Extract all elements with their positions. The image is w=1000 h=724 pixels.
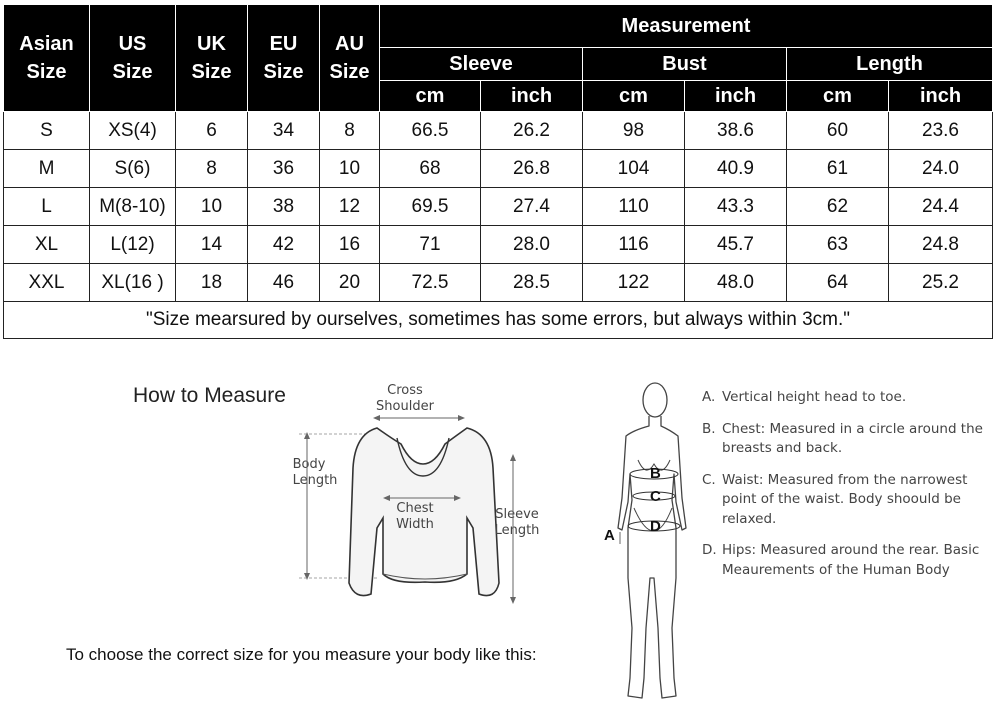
header-unit: cm — [787, 81, 889, 112]
table-cell: 26.2 — [481, 112, 583, 150]
table-cell: 61 — [787, 150, 889, 188]
table-cell: S(6) — [90, 150, 176, 188]
table-row — [4, 226, 993, 264]
table-cell: 71 — [380, 226, 481, 264]
note-label: A. — [702, 389, 716, 405]
table-cell: 104 — [583, 150, 685, 188]
table-row — [4, 188, 993, 226]
note-text: Vertical height head to toe. — [722, 389, 907, 405]
note-label: B. — [702, 420, 716, 437]
header-uk-size: UK Size — [176, 5, 248, 112]
table-cell: 110 — [583, 188, 685, 226]
table-cell: 60 — [787, 112, 889, 150]
table-cell: 24.0 — [889, 150, 993, 188]
header-unit: inch — [481, 81, 583, 112]
table-row — [4, 150, 993, 188]
header-eu-size: EU Size — [248, 5, 320, 112]
header-au-size: AU Size — [320, 5, 380, 112]
table-cell: 40.9 — [685, 150, 787, 188]
note-label: D. — [702, 542, 717, 558]
arrow-head — [458, 415, 465, 421]
table-cell: L — [4, 188, 90, 226]
table-cell: XXL — [4, 264, 90, 302]
table-cell: 36 — [248, 150, 320, 188]
header-sleeve: Sleeve — [380, 48, 583, 81]
header-asian-size: Asian Size — [4, 5, 90, 112]
cross-shoulder-label-line1: Cross — [387, 383, 423, 398]
note-text: Hips: Measured around the rear. Basic Meaurements of the Human Body — [722, 542, 980, 578]
table-cell: 24.8 — [889, 226, 993, 264]
table-cell: 46 — [248, 264, 320, 302]
header-measurement: Measurement — [380, 5, 993, 48]
chest-width-label-line2: Width — [396, 517, 434, 532]
note-b — [702, 420, 992, 459]
table-cell: 8 — [176, 150, 248, 188]
header-unit: cm — [583, 81, 685, 112]
table-cell: 34 — [248, 112, 320, 150]
table-cell: 69.5 — [380, 188, 481, 226]
note-c — [702, 471, 992, 530]
table-cell: 27.4 — [481, 188, 583, 226]
table-cell: 28.5 — [481, 264, 583, 302]
table-cell: 116 — [583, 226, 685, 264]
choose-size-instruction: To choose the correct size for you measure your body like this: — [66, 645, 537, 664]
arrow-head — [510, 454, 516, 461]
header-bust: Bust — [583, 48, 787, 81]
figure-body-outline — [618, 416, 686, 698]
table-cell: 43.3 — [685, 188, 787, 226]
measurement-note: "Size mearsured by ourselves, sometimes has some errors, but always within 3cm." — [4, 302, 993, 339]
table-cell: 68 — [380, 150, 481, 188]
table-cell: M(8-10) — [90, 188, 176, 226]
header-length: Length — [787, 48, 993, 81]
figure-letter-b: B — [650, 465, 661, 482]
table-cell: 20 — [320, 264, 380, 302]
table-cell: 26.8 — [481, 150, 583, 188]
note-a — [702, 388, 992, 408]
table-cell: 23.6 — [889, 112, 993, 150]
chest-width-label-line1: Chest — [396, 501, 434, 516]
table-cell: 6 — [176, 112, 248, 150]
header-unit: inch — [889, 81, 993, 112]
table-cell: S — [4, 112, 90, 150]
figure-letter-d: D — [650, 518, 661, 535]
table-row — [4, 112, 993, 150]
header-unit: cm — [380, 81, 481, 112]
table-cell: 72.5 — [380, 264, 481, 302]
table-cell: 38.6 — [685, 112, 787, 150]
table-cell: 14 — [176, 226, 248, 264]
arrow-head — [304, 573, 310, 580]
table-cell: 42 — [248, 226, 320, 264]
table-cell: M — [4, 150, 90, 188]
table-cell: 24.4 — [889, 188, 993, 226]
table-cell: 12 — [320, 188, 380, 226]
human-body-figure — [598, 378, 698, 718]
table-cell: 28.0 — [481, 226, 583, 264]
table-note-row — [4, 302, 993, 339]
body-length-label-line2: Length — [292, 473, 338, 488]
header-us-size: US Size — [90, 5, 176, 112]
table-cell: 10 — [320, 150, 380, 188]
measurement-notes — [702, 388, 992, 592]
arrow-head — [304, 432, 310, 439]
size-chart-table — [3, 4, 993, 339]
note-text: Waist: Measured from the narrowest point of the waist. Body shoould be relaxed. — [722, 471, 968, 527]
sleeve-length-label-line2: Length — [494, 523, 540, 538]
header-unit: inch — [685, 81, 787, 112]
table-cell: 63 — [787, 226, 889, 264]
figure-head — [643, 383, 667, 417]
table-cell: L(12) — [90, 226, 176, 264]
table-cell: 66.5 — [380, 112, 481, 150]
table-row — [4, 264, 993, 302]
arrow-head — [510, 597, 516, 604]
arrow-head — [373, 415, 380, 421]
table-cell: XL(16 ) — [90, 264, 176, 302]
table-cell: XS(4) — [90, 112, 176, 150]
table-cell: 16 — [320, 226, 380, 264]
figure-letter-c: C — [650, 488, 661, 505]
table-cell: 45.7 — [685, 226, 787, 264]
table-cell: 122 — [583, 264, 685, 302]
table-cell: 48.0 — [685, 264, 787, 302]
table-cell: 10 — [176, 188, 248, 226]
figure-letter-a: A — [604, 527, 615, 544]
table-cell: XL — [4, 226, 90, 264]
sleeve-length-label-line1: Sleeve — [495, 507, 539, 522]
note-d — [702, 541, 992, 580]
table-cell: 25.2 — [889, 264, 993, 302]
table-cell: 8 — [320, 112, 380, 150]
note-text: Chest: Measured in a circle around the breasts and back. — [722, 420, 983, 456]
cross-shoulder-label-line2: Shoulder — [376, 399, 434, 414]
table-cell: 38 — [248, 188, 320, 226]
table-cell: 62 — [787, 188, 889, 226]
table-cell: 18 — [176, 264, 248, 302]
sweater-measure-diagram — [285, 378, 585, 608]
how-to-measure-title: How to Measure — [133, 384, 286, 407]
table-cell: 64 — [787, 264, 889, 302]
note-label: C. — [702, 471, 716, 488]
body-length-label-line1: Body — [292, 457, 326, 472]
table-cell: 98 — [583, 112, 685, 150]
